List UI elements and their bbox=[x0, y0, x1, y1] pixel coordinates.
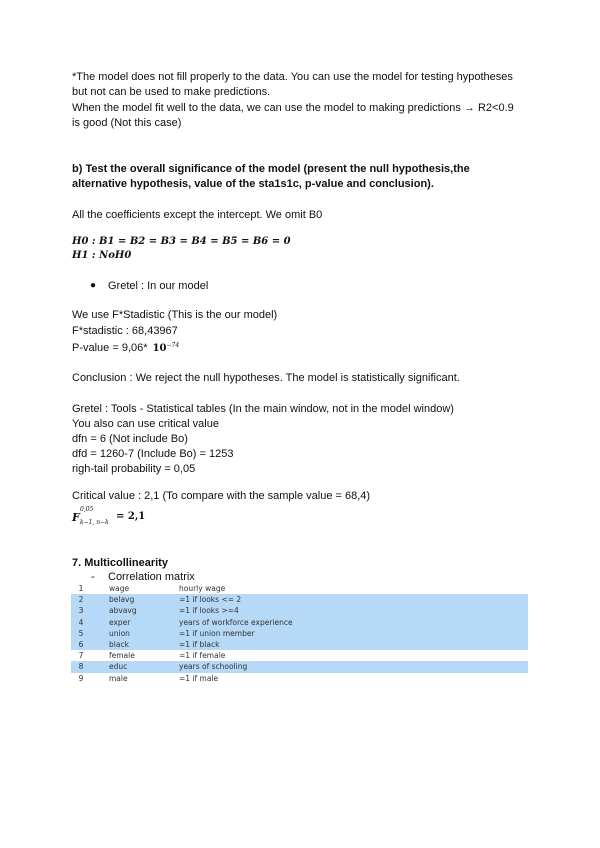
variable-index: 9 bbox=[71, 673, 91, 684]
question-b-line-1: b) Test the overall significance of the model (present the null hypothesis,the bbox=[72, 163, 470, 175]
section-7-heading: 7. Multicollinearity bbox=[72, 557, 168, 569]
table-row[interactable] bbox=[71, 639, 528, 650]
variable-index: 5 bbox=[71, 628, 91, 639]
fit-note-line-4: is good (Not this case) bbox=[72, 117, 182, 129]
variable-name: male bbox=[91, 673, 179, 684]
tables-note-line-5: righ-tail probability = 0,05 bbox=[72, 463, 196, 475]
critical-f-formula bbox=[72, 506, 192, 528]
table-row[interactable] bbox=[71, 617, 528, 628]
null-hypothesis: H0 : B1 = B2 = B3 = B4 = B5 = B6 = 0 bbox=[72, 236, 291, 247]
f-symbol: F bbox=[72, 511, 80, 524]
table-row[interactable] bbox=[71, 673, 528, 684]
table-row[interactable] bbox=[71, 650, 528, 661]
f-superscript: 0,05 bbox=[80, 506, 94, 513]
f-stat-line-1: We use F*Stadistic (This is the our model) bbox=[72, 309, 278, 321]
correlation-matrix-item: Correlation matrix bbox=[108, 571, 195, 583]
p-value-base: 10 bbox=[152, 343, 167, 354]
f-stat-value: F*stadistic : 68,43967 bbox=[72, 325, 178, 337]
bullet-icon: ● bbox=[90, 280, 97, 291]
tables-note-line-4: dfd = 1260-7 (Include Bo) = 1253 bbox=[72, 448, 234, 460]
variable-index: 2 bbox=[71, 594, 91, 605]
variable-name: exper bbox=[91, 617, 179, 628]
variable-description: =1 if looks >=4 bbox=[179, 605, 528, 616]
conclusion: Conclusion : We reject the null hypotheses. The model is statistically significant. bbox=[72, 372, 460, 384]
variable-name: black bbox=[91, 639, 179, 650]
variable-index: 4 bbox=[71, 617, 91, 628]
variable-name: wage bbox=[91, 583, 179, 594]
variable-index: 7 bbox=[71, 650, 91, 661]
dash-bullet-icon: - bbox=[91, 571, 95, 583]
table-row[interactable] bbox=[71, 661, 528, 672]
variable-description: =1 if female bbox=[179, 650, 528, 661]
variable-table bbox=[71, 583, 528, 684]
variable-description: =1 if black bbox=[179, 639, 528, 650]
p-value-prefix: P-value = 9,06* bbox=[72, 342, 148, 354]
variable-index: 8 bbox=[71, 661, 91, 672]
f-subscript: k−1, n−k bbox=[80, 519, 109, 526]
tables-note-line-1: Gretel : Tools - Statistical tables (In the main window, not in the model window) bbox=[72, 403, 454, 415]
variable-description: =1 if union member bbox=[179, 628, 528, 639]
variable-description: years of schooling bbox=[179, 661, 528, 672]
fit-note-line-1: *The model does not fill properly to the data. You can use the model for testing hypotheses bbox=[72, 71, 513, 83]
question-b-line-2: alternative hypothesis, value of the sta1s1c, p-value and conclusion). bbox=[72, 178, 434, 190]
variable-index: 3 bbox=[71, 605, 91, 616]
p-value-exponent: −74 bbox=[166, 342, 180, 349]
tables-note-line-2: You also can use critical value bbox=[72, 418, 219, 430]
table-row[interactable] bbox=[71, 605, 528, 616]
variable-name: abvavg bbox=[91, 605, 179, 616]
variable-name: union bbox=[91, 628, 179, 639]
variable-description: =1 if male bbox=[179, 673, 528, 684]
f-equals: = 2,1 bbox=[116, 511, 146, 522]
fit-note-line-2: but not can be used to make predictions. bbox=[72, 86, 271, 98]
variable-name: female bbox=[91, 650, 179, 661]
p-value bbox=[72, 342, 179, 355]
table-row[interactable] bbox=[71, 583, 528, 594]
fit-note-line-3: When the model fit well to the data, we can use the model to making predictions → R2<0.9 bbox=[72, 102, 514, 114]
omit-note: All the coefficients except the intercept. We omit B0 bbox=[72, 209, 323, 221]
variable-description: =1 if looks <= 2 bbox=[179, 594, 528, 605]
table-row[interactable] bbox=[71, 594, 528, 605]
critical-value-line: Critical value : 2,1 (To compare with the sample value = 68,4) bbox=[72, 490, 371, 502]
bullet-gretel: Gretel : In our model bbox=[108, 280, 209, 292]
variable-index: 6 bbox=[71, 639, 91, 650]
alt-hypothesis: H1 : NoH0 bbox=[72, 250, 132, 261]
table-row[interactable] bbox=[71, 628, 528, 639]
variable-name: educ bbox=[91, 661, 179, 672]
variable-index: 1 bbox=[71, 583, 91, 594]
variable-name: belavg bbox=[91, 594, 179, 605]
variable-description: years of workforce experience bbox=[179, 617, 528, 628]
tables-note-line-3: dfn = 6 (Not include Bo) bbox=[72, 433, 188, 445]
variable-description: hourly wage bbox=[179, 583, 528, 594]
